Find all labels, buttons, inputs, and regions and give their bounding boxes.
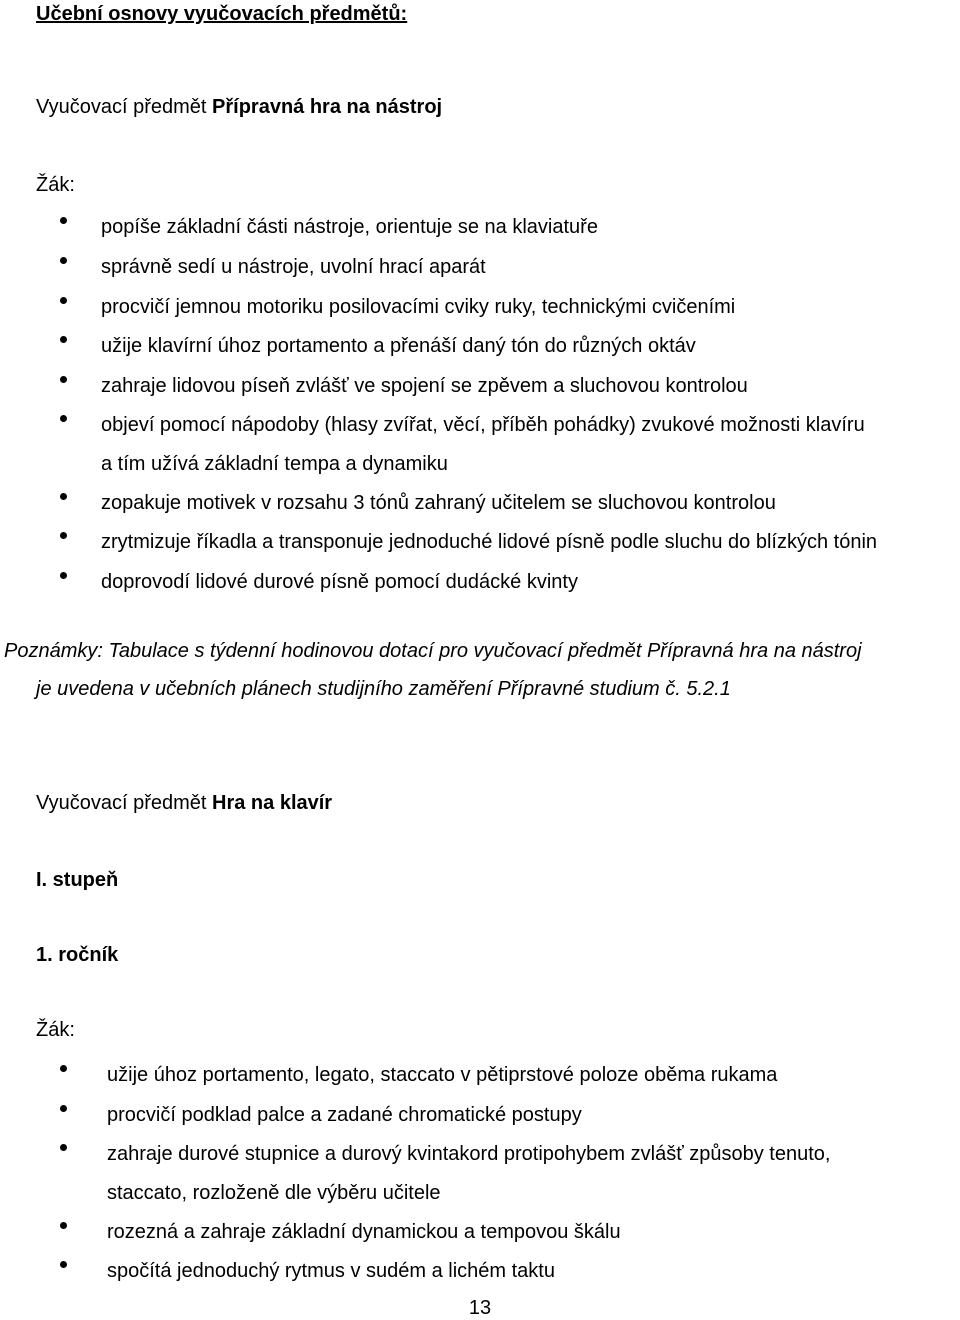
bullet-icon [60, 1261, 67, 1268]
bullet-icon [60, 572, 67, 579]
list-item-text [107, 1056, 777, 1095]
list-item-line: staccato, rozloženě dle výběru učitele [107, 1182, 441, 1204]
list-item-line: zahraje lidovou píseň zvlášť ve spojení se zpěvem a sluchovou kontrolou [101, 375, 748, 397]
notes-line-2: je uvedena v učebních plánech studijního zaměření Přípravné studium č. 5.2.1 [36, 678, 731, 700]
list-item-text [101, 563, 578, 602]
list-item-text [101, 248, 486, 287]
list-item-line: popíše základní části nástroje, orientuje se na klaviatuře [101, 216, 598, 238]
bullet-icon [60, 376, 67, 383]
grade-heading: 1. ročník [36, 944, 119, 966]
student-label-1: Žák: [36, 174, 75, 196]
list-item-line: procvičí jemnou motoriku posilovacími cviky ruky, technickými cvičeními [101, 296, 736, 318]
bullet-icon [60, 257, 67, 264]
list-item-text [101, 406, 865, 484]
bullet-icon [60, 415, 67, 422]
list-item-text [107, 1213, 621, 1252]
list-item-text [101, 484, 776, 523]
list-item-line: procvičí podklad palce a zadané chromatické postupy [107, 1104, 582, 1126]
list-item-line: zahraje durové stupnice a durový kvintakord protipohybem zvlášť způsoby tenuto, [107, 1143, 831, 1165]
bullet-icon [60, 336, 67, 343]
list-item-text [101, 208, 598, 247]
list-item-line: zrytmizuje říkadla a transponuje jednoduché lidové písně podle sluchu do blízkých tónin [101, 531, 878, 553]
list-item-text [101, 327, 696, 366]
list-item-text [101, 288, 735, 327]
bullet-icon [60, 1065, 67, 1072]
list-item-text [107, 1096, 582, 1135]
bullet-icon [60, 297, 67, 304]
subject-title-1 [36, 95, 442, 119]
list-item-line: a tím užívá základní tempa a dynamiku [101, 453, 448, 475]
bullet-icon [60, 532, 67, 539]
list-item-line: objeví pomocí nápodoby (hlasy zvířat, věcí, příběh pohádky) zvukové možnosti klavíru [101, 414, 865, 436]
bullet-icon [60, 1105, 67, 1112]
list-item-text [101, 367, 748, 406]
document-heading: Učební osnovy vyučovacích předmětů: [36, 3, 408, 25]
subject-title-2 [36, 791, 332, 815]
list-item-text [107, 1252, 555, 1291]
list-item-line: správně sedí u nástroje, uvolní hrací aparát [101, 256, 486, 278]
subject-prefix: Vyučovací předmět [36, 792, 213, 814]
page-number: 13 [468, 1297, 492, 1319]
list-item-line: zopakuje motivek v rozsahu 3 tónů zahraný učitelem se sluchovou kontrolou [101, 492, 776, 514]
bullet-icon [60, 1222, 67, 1229]
level-heading: I. stupeň [36, 869, 119, 891]
list-item-line: užije klavírní úhoz portamento a přenáší daný tón do různých oktáv [101, 335, 696, 357]
subject-name: Přípravná hra na nástroj [212, 96, 443, 118]
notes-line-1: Poznámky: Tabulace s týdenní hodinovou dotací pro vyučovací předmět Přípravná hra na nástroj [4, 640, 862, 662]
student-label-2: Žák: [36, 1019, 75, 1041]
list-item-line: užije úhoz portamento, legato, staccato v pětiprstové poloze oběma rukama [107, 1064, 778, 1086]
bullet-icon [60, 493, 67, 500]
bullet-icon [60, 217, 67, 224]
list-item-text [107, 1135, 830, 1213]
bullet-icon [60, 1144, 67, 1151]
subject-name: Hra na klavír [212, 792, 333, 814]
list-item-line: doprovodí lidové durové písně pomocí dudácké kvinty [101, 571, 578, 593]
list-item-line: spočítá jednoduchý rytmus v sudém a lichém taktu [107, 1260, 555, 1282]
subject-prefix: Vyučovací předmět [36, 96, 213, 118]
list-item-line: rozezná a zahraje základní dynamickou a tempovou škálu [107, 1221, 621, 1243]
list-item-text [101, 523, 877, 562]
